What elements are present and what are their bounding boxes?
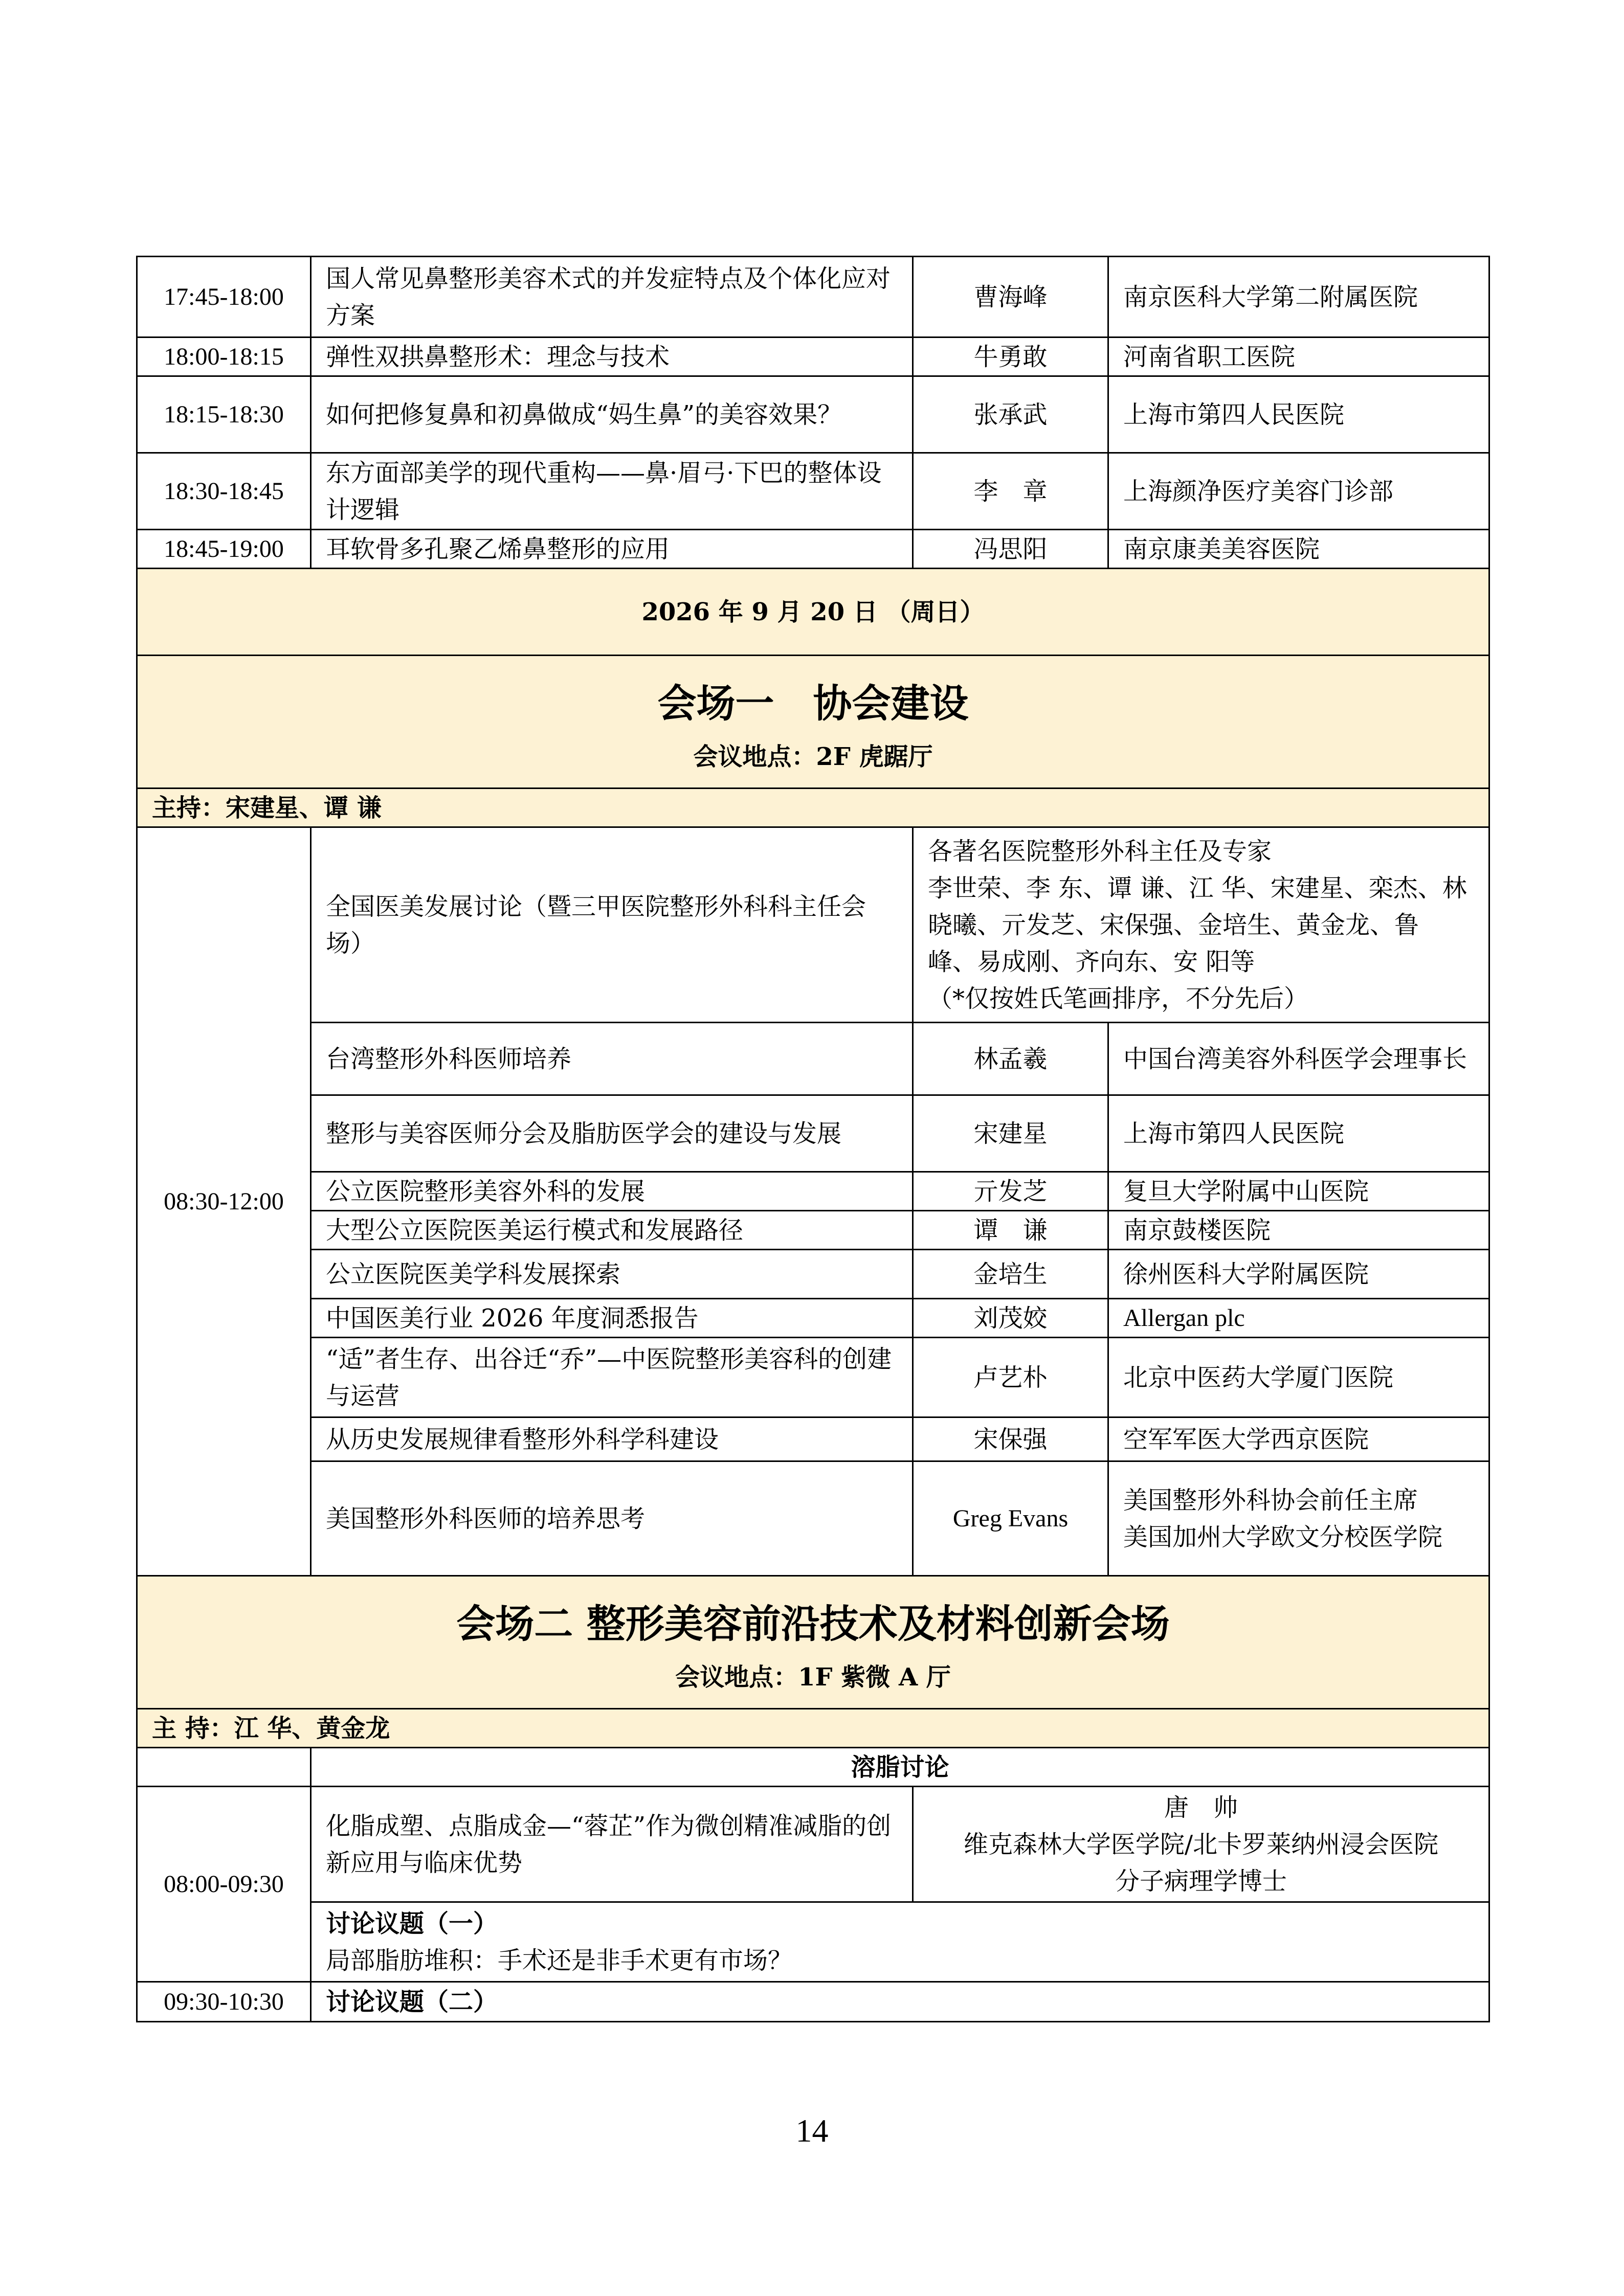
speaker-cell: 刘茂姣 bbox=[913, 1299, 1108, 1338]
topic-cell: 化脂成塑、点脂成金—“蓉芷”作为微创精准减脂的创新应用与临床优势 bbox=[311, 1787, 913, 1902]
venue1-banner bbox=[137, 656, 1489, 789]
schedule-row bbox=[137, 530, 1489, 569]
schedule-row bbox=[137, 1172, 1489, 1211]
org-cell: 上海颜净医疗美容门诊部 bbox=[1108, 453, 1489, 530]
speaker-cell bbox=[913, 1787, 1489, 1902]
topic-cell: 东方面部美学的现代重构——鼻·眉弓·下巴的整体设计逻辑 bbox=[311, 453, 913, 530]
page-number: 14 bbox=[795, 2112, 829, 2149]
time-cell: 18:45-19:00 bbox=[137, 530, 311, 569]
org-cell: 上海市第四人民医院 bbox=[1108, 1095, 1489, 1172]
topic-cell: 整形与美容医师分会及脂肪医学会的建设与发展 bbox=[311, 1095, 913, 1172]
time-cell: 18:30-18:45 bbox=[137, 453, 311, 530]
venue2-host-row bbox=[137, 1709, 1489, 1748]
venue1-title: 会场一 协会建设 bbox=[657, 680, 969, 726]
speaker-cell: 金培生 bbox=[913, 1250, 1108, 1299]
org-cell: 河南省职工医院 bbox=[1108, 337, 1489, 376]
org-cell: 南京医科大学第二附属医院 bbox=[1108, 257, 1489, 337]
speakers-cell bbox=[913, 827, 1489, 1023]
topic-cell: “适”者生存、出谷迁“乔”—中医院整形美容科的创建与运营 bbox=[311, 1338, 913, 1417]
speaker-cell: 牛勇敢 bbox=[913, 337, 1108, 376]
speaker-cell: 李 章 bbox=[913, 453, 1108, 530]
venue2-location: 会议地点：1F 紫微 A 厅 bbox=[675, 1662, 951, 1692]
topic-cell: 公立医院医美学科发展探索 bbox=[311, 1250, 913, 1299]
venue1-location: 会议地点：2F 虎踞厅 bbox=[693, 742, 933, 771]
speaker-cell: 宋保强 bbox=[913, 1417, 1108, 1461]
topic-cell: 弹性双拱鼻整形术：理念与技术 bbox=[311, 337, 913, 376]
schedule-row bbox=[137, 1299, 1489, 1338]
org-cell: 上海市第四人民医院 bbox=[1108, 376, 1489, 453]
schedule-row bbox=[137, 1211, 1489, 1250]
speaker-cell: 卢艺朴 bbox=[913, 1338, 1108, 1417]
speaker-cell: 林孟羲 bbox=[913, 1023, 1108, 1095]
schedule-row bbox=[137, 1250, 1489, 1299]
date-banner: 2026 年 9 月 20 日 （周日） bbox=[137, 569, 1489, 656]
topic-cell: 如何把修复鼻和初鼻做成“妈生鼻”的美容效果？ bbox=[311, 376, 913, 453]
speaker-name: 唐 帅 bbox=[1164, 1793, 1238, 1822]
org-cell: 南京康美美容医院 bbox=[1108, 530, 1489, 569]
time-cell: 17:45-18:00 bbox=[137, 257, 311, 337]
date-banner-row bbox=[137, 569, 1489, 656]
speaker-cell: 亓发芝 bbox=[913, 1172, 1108, 1211]
schedule-row bbox=[137, 1338, 1489, 1417]
topic-cell: 美国整形外科医师的培养思考 bbox=[311, 1461, 913, 1576]
schedule-row bbox=[137, 1461, 1489, 1576]
org-cell: 徐州医科大学附属医院 bbox=[1108, 1250, 1489, 1299]
time-cell: 08:00-09:30 bbox=[137, 1787, 311, 1982]
schedule-row bbox=[137, 257, 1489, 337]
speaker-cell: Greg Evans bbox=[913, 1461, 1108, 1576]
org-cell: 北京中医药大学厦门医院 bbox=[1108, 1338, 1489, 1417]
venue2-host: 主 持：江 华、黄金龙 bbox=[137, 1709, 1489, 1748]
org-cell: 中国台湾美容外科医学会理事长 bbox=[1108, 1023, 1489, 1095]
topic-cell: 耳软骨多孔聚乙烯鼻整形的应用 bbox=[311, 530, 913, 569]
schedule-row bbox=[137, 827, 1489, 1023]
topic-cell: 大型公立医院医美运行模式和发展路径 bbox=[311, 1211, 913, 1250]
speaker-cell: 冯思阳 bbox=[913, 530, 1108, 569]
discussion-text: 局部脂肪堆积：手术还是非手术更有市场？ bbox=[326, 1946, 793, 1975]
speakers-list: 李世荣、李 东、谭 谦、江 华、宋建星、栾杰、林晓曦、亓发芝、宋保强、金培生、黄金龙、鲁 峰、易成刚、齐向东、安 阳等 bbox=[928, 873, 1467, 976]
discussion-title: 讨论议题（一） bbox=[326, 1909, 498, 1938]
schedule-row bbox=[137, 1787, 1489, 1902]
venue2-title: 会场二 整形美容前沿技术及材料创新会场 bbox=[456, 1601, 1170, 1647]
topic-cell: 国人常见鼻整形美容术式的并发症特点及个体化应对方案 bbox=[311, 257, 913, 337]
schedule-row bbox=[137, 453, 1489, 530]
discussion-cell bbox=[311, 1902, 1489, 1982]
org-line: 美国加州大学欧文分校医学院 bbox=[1123, 1522, 1443, 1551]
speaker-cell: 宋建星 bbox=[913, 1095, 1108, 1172]
topic-cell: 中国医美行业 2026 年度洞悉报告 bbox=[311, 1299, 913, 1338]
discussion-row bbox=[137, 1982, 1489, 2022]
schedule-row bbox=[137, 337, 1489, 376]
time-cell: 18:00-18:15 bbox=[137, 337, 311, 376]
speakers-heading: 各著名医院整形外科主任及专家 bbox=[928, 837, 1272, 866]
venue1-banner-row bbox=[137, 656, 1489, 789]
org-cell: 南京鼓楼医院 bbox=[1108, 1211, 1489, 1250]
topic-cell: 从历史发展规律看整形外科学科建设 bbox=[311, 1417, 913, 1461]
topic-cell: 公立医院整形美容外科的发展 bbox=[311, 1172, 913, 1211]
speaker-title: 分子病理学博士 bbox=[1115, 1866, 1287, 1896]
org-line: 美国整形外科协会前任主席 bbox=[1123, 1485, 1418, 1515]
discussion-title: 讨论议题（二） bbox=[311, 1982, 1489, 2022]
schedule-row bbox=[137, 1417, 1489, 1461]
speaker-cell: 张承武 bbox=[913, 376, 1108, 453]
speaker-cell: 谭 谦 bbox=[913, 1211, 1108, 1250]
empty-cell bbox=[137, 1748, 311, 1787]
venue1-host: 主持：宋建星、谭 谦 bbox=[137, 789, 1489, 827]
speaker-org: 维克森林大学医学院/北卡罗莱纳州浸会医院 bbox=[963, 1830, 1439, 1859]
org-cell: 复旦大学附属中山医院 bbox=[1108, 1172, 1489, 1211]
venue1-time-cell: 08:30-12:00 bbox=[137, 827, 311, 1576]
schedule-row bbox=[137, 1095, 1489, 1172]
org-cell bbox=[1108, 1461, 1489, 1576]
discussion-row bbox=[137, 1902, 1489, 1982]
speaker-cell: 曹海峰 bbox=[913, 257, 1108, 337]
agenda-table bbox=[136, 256, 1490, 2022]
topic-cell: 全国医美发展讨论（暨三甲医院整形外科科主任会场） bbox=[311, 827, 913, 1023]
time-cell: 09:30-10:30 bbox=[137, 1982, 311, 2022]
venue2-banner-row bbox=[137, 1576, 1489, 1709]
venue2-banner bbox=[137, 1576, 1489, 1709]
time-cell: 18:15-18:30 bbox=[137, 376, 311, 453]
venue1-host-row bbox=[137, 789, 1489, 827]
speakers-note: （*仅按姓氏笔画排序，不分先后） bbox=[928, 984, 1309, 1013]
topic-cell: 台湾整形外科医师培养 bbox=[311, 1023, 913, 1095]
subheader-row bbox=[137, 1748, 1489, 1787]
org-cell: 空军军医大学西京医院 bbox=[1108, 1417, 1489, 1461]
section-subheader: 溶脂讨论 bbox=[311, 1748, 1489, 1787]
org-cell: Allergan plc bbox=[1108, 1299, 1489, 1338]
schedule-row bbox=[137, 1023, 1489, 1095]
schedule-row bbox=[137, 376, 1489, 453]
